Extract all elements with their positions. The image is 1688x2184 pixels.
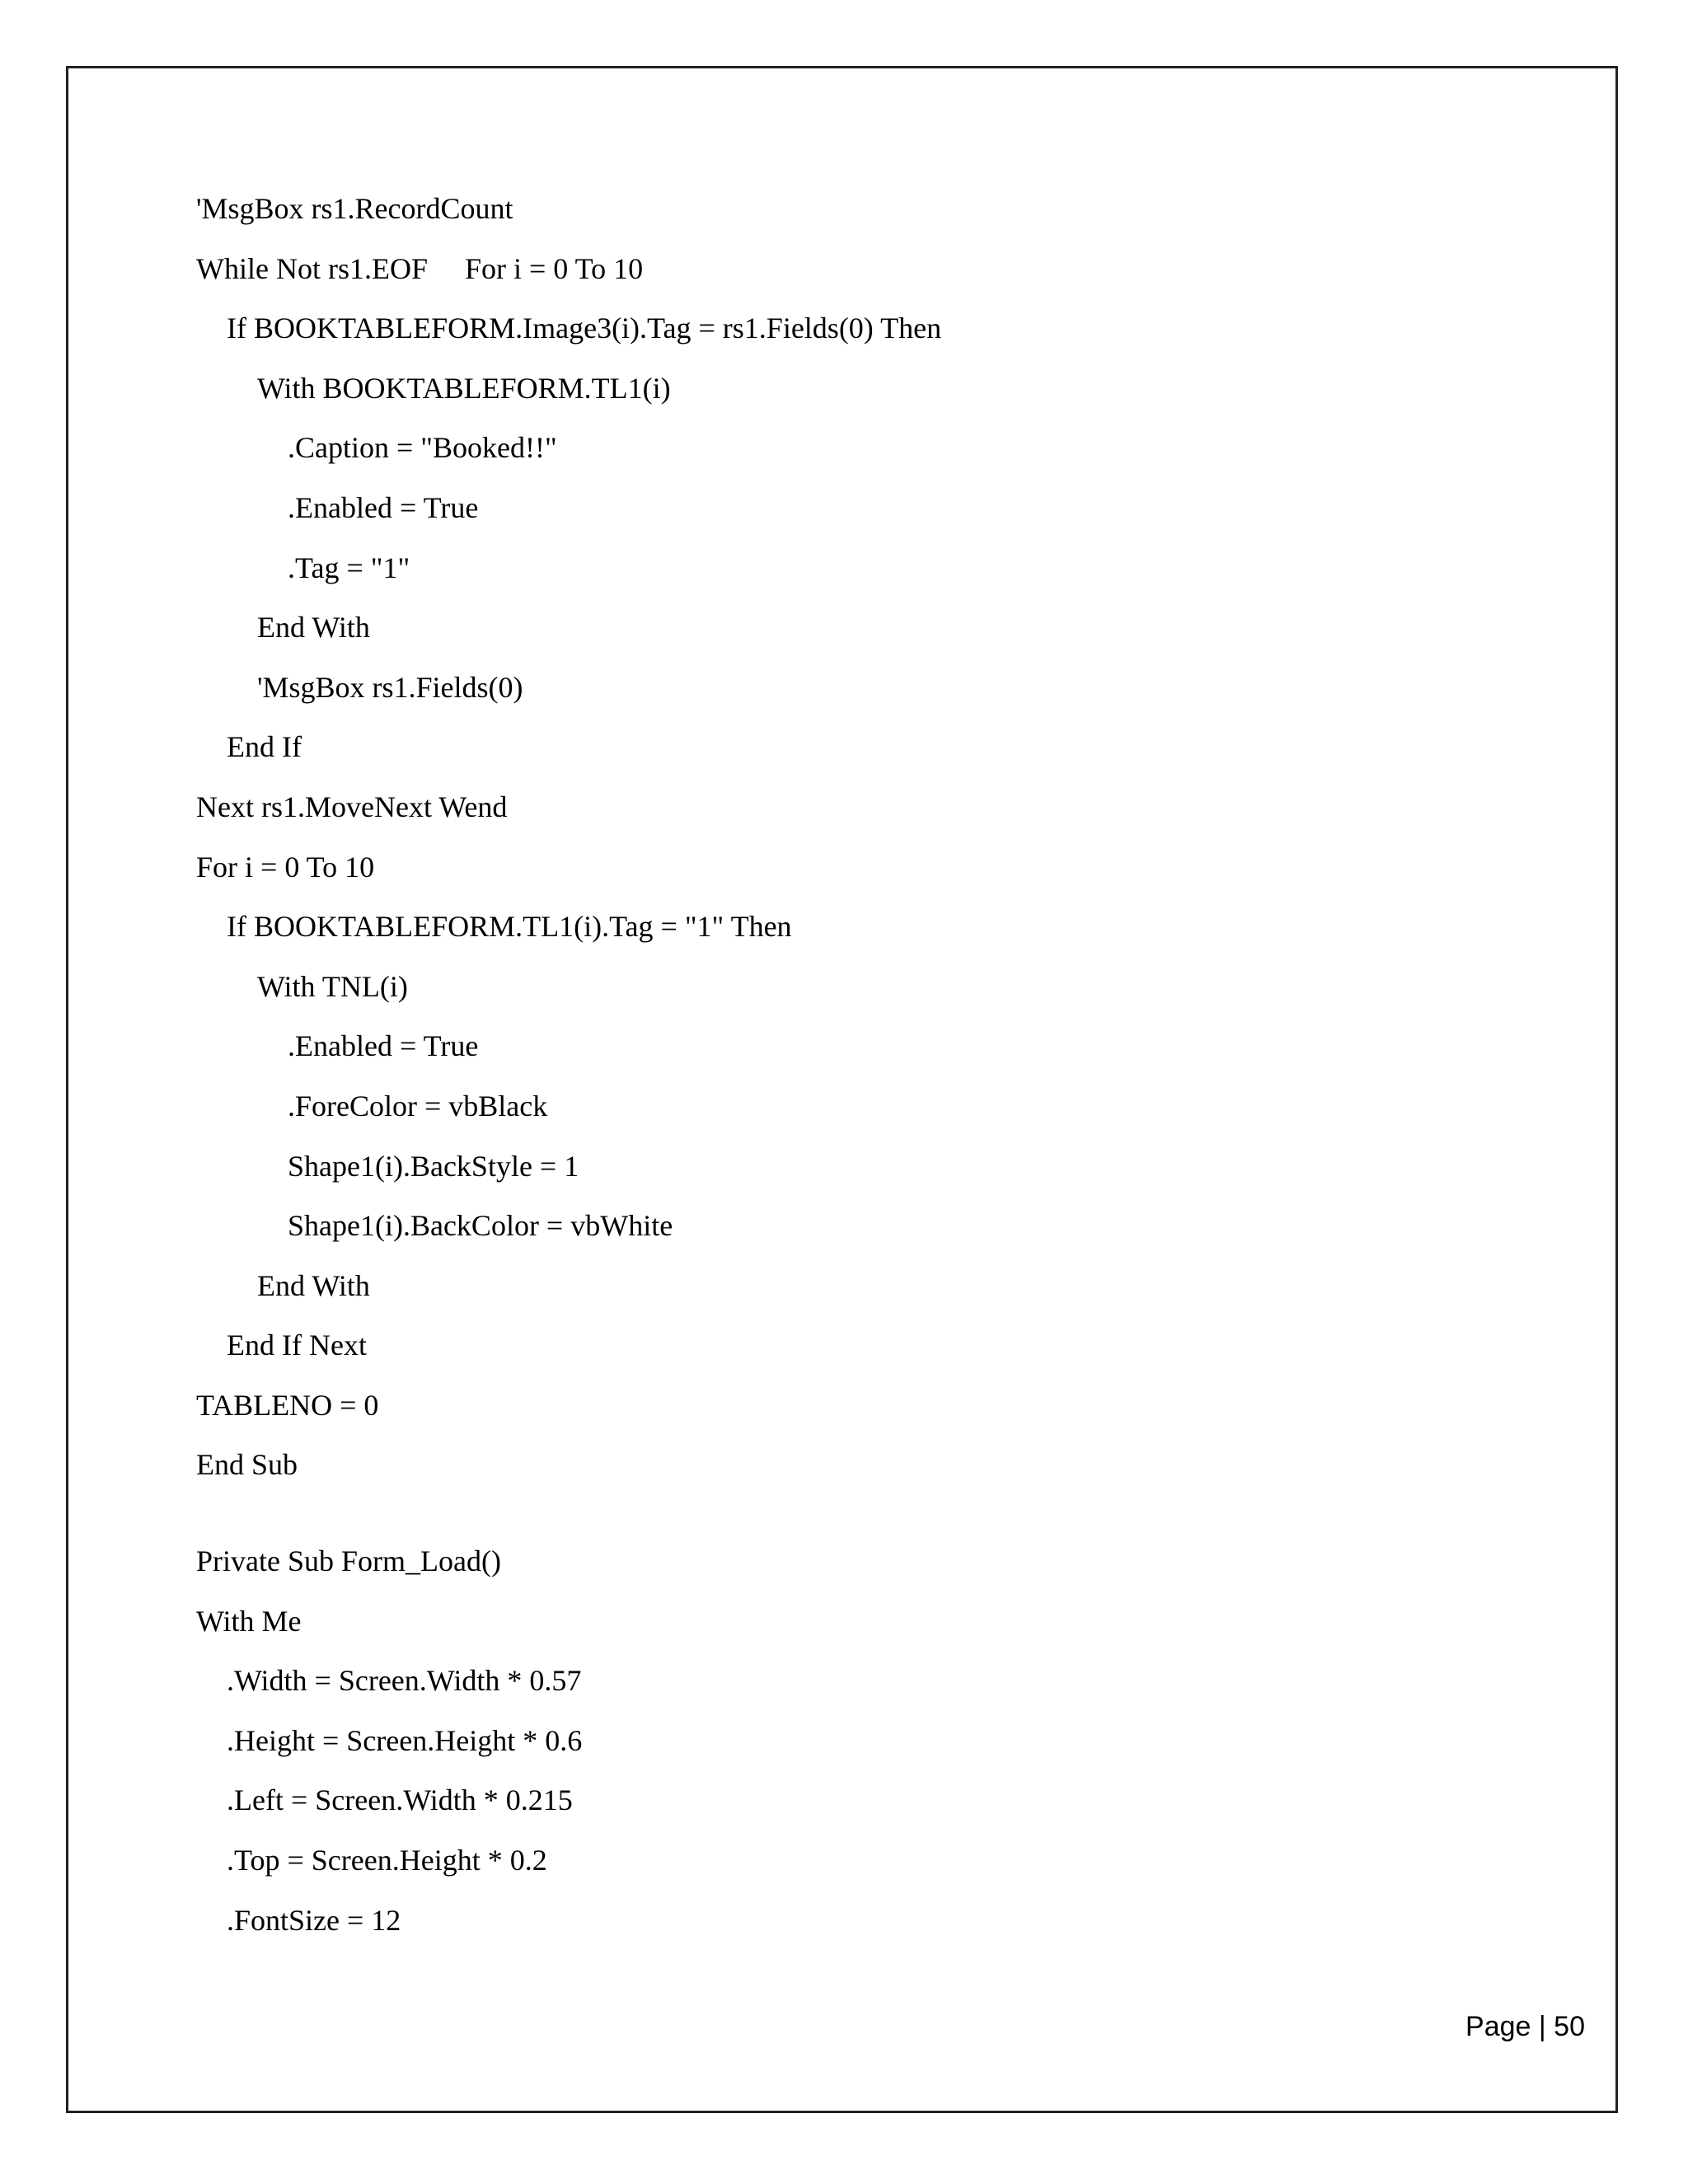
code-line: End With: [257, 611, 370, 644]
code-line: With Me: [196, 1604, 302, 1638]
code-line: End If Next: [227, 1329, 367, 1362]
code-line: .Tag = "1": [288, 551, 410, 584]
code-line: .Enabled = True: [288, 1029, 479, 1063]
code-line: Next rs1.MoveNext Wend: [196, 790, 508, 823]
code-line: .Caption = "Booked!!": [288, 431, 557, 465]
code-line: .ForeColor = vbBlack: [288, 1089, 548, 1122]
code-line: .Width = Screen.Width * 0.57: [227, 1664, 582, 1698]
code-line: .Top = Screen.Height * 0.2: [227, 1844, 547, 1877]
code-line: 'MsgBox rs1.Fields(0): [257, 670, 523, 704]
code-line: If BOOKTABLEFORM.Image3(i).Tag = rs1.Fields(0) Then: [227, 312, 942, 345]
code-line: End If: [227, 730, 302, 764]
code-line: While Not rs1.EOF For i = 0 To 10: [196, 251, 644, 285]
code-line: Shape1(i).BackColor = vbWhite: [288, 1209, 673, 1243]
code-line: If BOOKTABLEFORM.TL1(i).Tag = "1" Then: [227, 910, 792, 944]
code-line: With BOOKTABLEFORM.TL1(i): [257, 371, 671, 405]
code-line: .Height = Screen.Height * 0.6: [227, 1723, 583, 1757]
code-line: Private Sub Form_Load(): [196, 1544, 501, 1578]
code-line: .Left = Screen.Width * 0.215: [227, 1783, 573, 1817]
code-listing: [196, 194, 941, 1965]
code-line: 'MsgBox rs1.RecordCount: [196, 192, 513, 225]
code-line: For i = 0 To 10: [196, 850, 375, 883]
code-line: End With: [257, 1268, 370, 1302]
code-line: End Sub: [196, 1448, 298, 1482]
code-line: Shape1(i).BackStyle = 1: [288, 1149, 579, 1183]
code-line: With TNL(i): [257, 969, 408, 1003]
page-number: Page | 50: [1465, 2011, 1585, 2042]
code-line: TABLENO = 0: [196, 1388, 379, 1422]
code-line: .FontSize = 12: [227, 1903, 401, 1937]
code-line: .Enabled = True: [288, 490, 479, 524]
